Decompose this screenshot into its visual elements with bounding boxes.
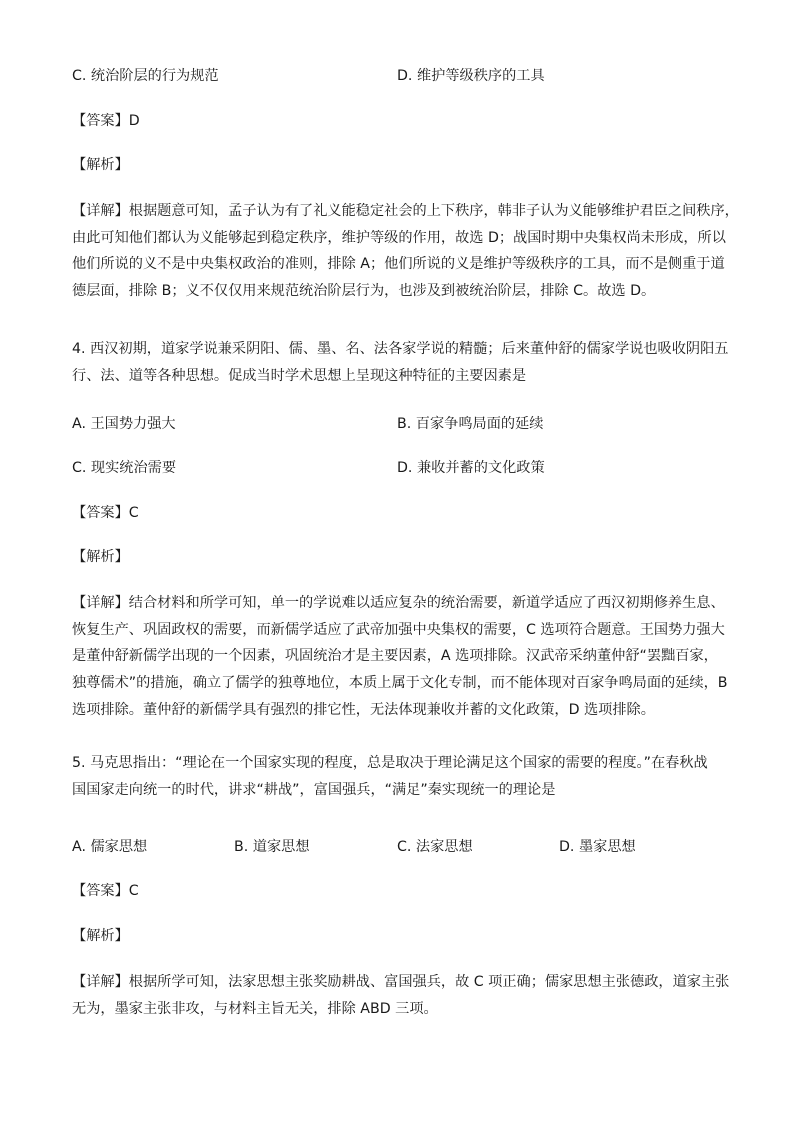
q3-analysis-heading: 【解析】 <box>72 157 129 173</box>
q4-stem <box>72 336 729 389</box>
q5-stem-line: 5. 马克思指出：“理论在一个国家实现的程度，总是取决于理论满足这个国家的需要的程度。”在春秋战 <box>72 755 708 771</box>
q4-detail-line: 恢复生产、巩固政权的需要，而新儒学适应了武帝加强中央集权的需要，C 选项符合题意。王国势力强大 <box>72 621 725 638</box>
q3-detail <box>72 198 739 305</box>
q3-detail-line: 由此可知他们都认为义能够起到稳定秩序，维护等级的作用，故选 D；战国时期中央集权尚未形成，所以 <box>72 229 726 246</box>
q5-stem-line: 国国家走向统一的时代，讲求“耕战”，富国强兵，“满足”秦实现统一的理论是 <box>72 781 556 798</box>
q4-option-d: D. 兼收并蓄的文化政策 <box>397 460 545 476</box>
q5-detail-line: 无为，墨家主张非攻，与材料主旨无关，排除 ABD 三项。 <box>72 1000 438 1017</box>
q4-answer <box>72 503 139 523</box>
q5-stem <box>72 750 722 803</box>
q3-detail-line: 【详解】根据题意可知，孟子认为有了礼义能稳定社会的上下秩序，韩非子认为义能够维护君臣之间秩序， <box>72 203 739 219</box>
q5-answer <box>72 881 139 901</box>
q5-option-d: D. 墨家思想 <box>559 839 636 855</box>
q3-answer <box>72 111 140 131</box>
q4-option-c: C. 现实统治需要 <box>72 460 177 476</box>
answer-value: C <box>128 505 139 521</box>
q4-detail-line: 选项排除。董仲舒的新儒学具有强烈的排它性，无法体现兼收并蓄的文化政策，D 选项排除。 <box>72 701 655 718</box>
q5-detail <box>72 969 730 1022</box>
q4-option-a: A. 王国势力强大 <box>72 416 176 432</box>
q5-option-a: A. 儒家思想 <box>72 839 148 855</box>
q4-detail-line: 独尊儒术”的措施，确立了儒学的独尊地位，本质上属于文化专制，而不能体现对百家争鸣局面的延续，B <box>72 675 728 692</box>
q4-analysis-heading: 【解析】 <box>72 549 129 565</box>
q3-detail-line: 他们所说的义不是中央集权政治的准则，排除 A；他们所说的义是维护等级秩序的工具，而不是侧重于道 <box>72 256 725 273</box>
answer-value: D <box>128 113 140 129</box>
answer-tag: 【答案】 <box>72 505 129 521</box>
q3-option-c: C. 统治阶层的行为规范 <box>72 68 219 84</box>
q5-detail-line: 【详解】根据所学可知，法家思想主张奖励耕战、富国强兵，故 C 项正确；儒家思想主张德政，道家主张 <box>72 974 730 990</box>
q4-detail-line: 是董仲舒新儒学出现的一个因素，巩固统治才是主要因素，A 选项排除。汉武帝采纳董仲舒“罢黜百家， <box>72 648 718 665</box>
q4-stem-line: 4. 西汉初期，道家学说兼采阴阳、儒、墨、名、法各家学说的精髓；后来董仲舒的儒家学说也吸收阴阳五 <box>72 341 729 357</box>
answer-tag: 【答案】 <box>72 883 129 899</box>
q5-analysis-heading: 【解析】 <box>72 928 129 944</box>
q3-detail-line: 德层面，排除 B；义不仅仅用来规范统治阶层行为，也涉及到被统治阶层，排除 C。故选 D。 <box>72 283 656 300</box>
answer-value: C <box>128 883 139 899</box>
q5-option-c: C. 法家思想 <box>397 839 473 855</box>
q4-detail <box>72 590 728 724</box>
answer-tag: 【答案】 <box>72 113 129 129</box>
q3-option-d: D. 维护等级秩序的工具 <box>397 68 545 84</box>
q4-option-b: B. 百家争鸣局面的延续 <box>397 416 544 432</box>
q5-option-b: B. 道家思想 <box>234 839 310 855</box>
q4-stem-line: 行、法、道等各种思想。促成当时学术思想上呈现这种特征的主要因素是 <box>72 367 527 384</box>
q4-detail-line: 【详解】结合材料和所学可知，单一的学说难以适应复杂的统治需要，新道学适应了西汉初期修养生息、 <box>72 595 725 611</box>
